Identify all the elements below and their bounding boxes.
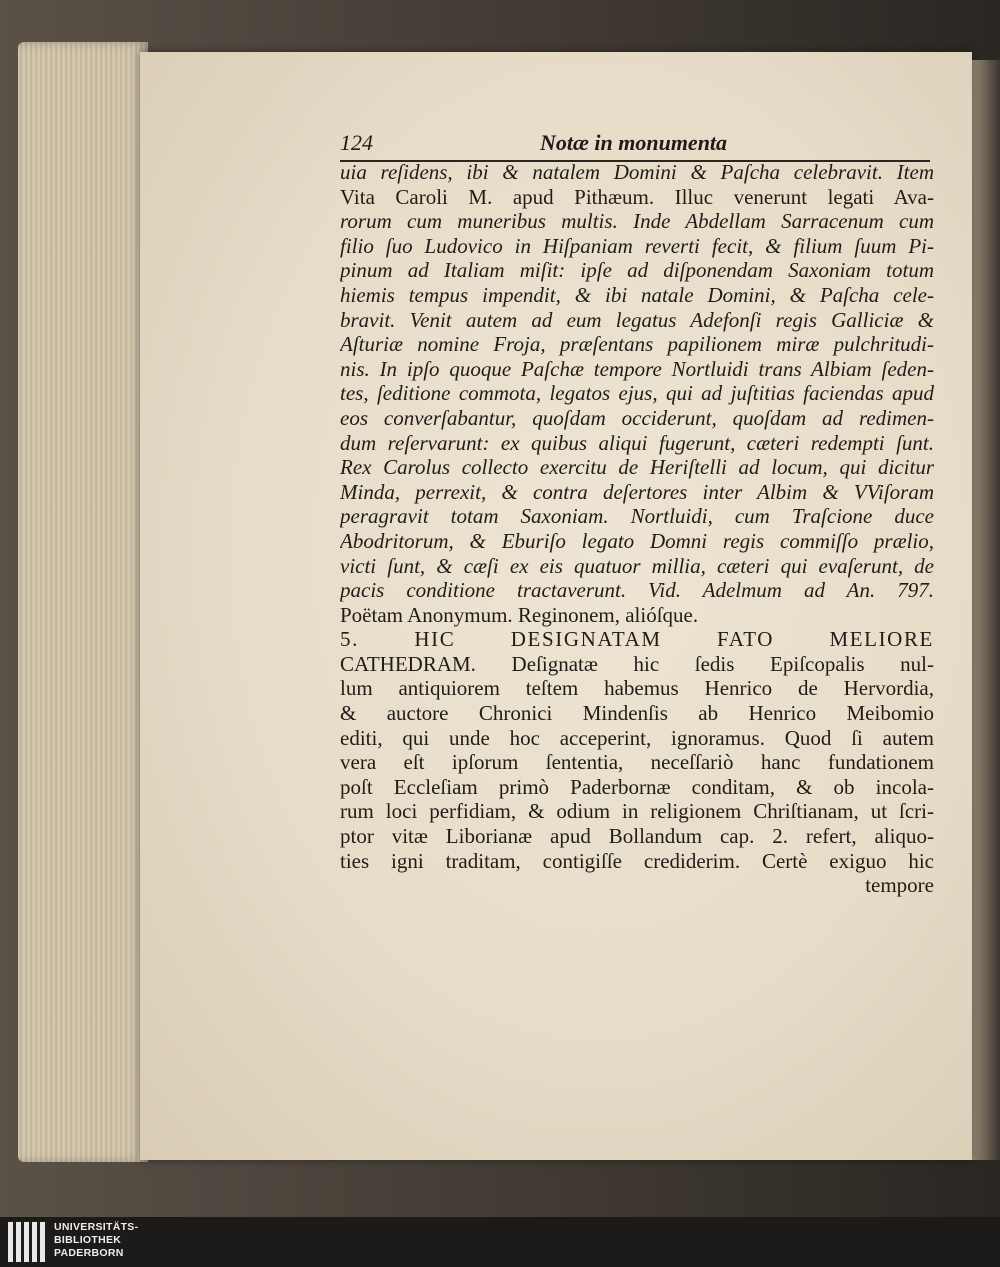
text-line: lum antiquiorem teſtem habemus Henrico de Hervordia, — [340, 676, 934, 701]
text-line: rum loci perfidiam, & odium in religionem Chriſtianam, ut ſcri- — [340, 799, 934, 824]
text-line: dum reſervarunt: ex quibus aliqui fugerunt, cæteri redempti ſunt. — [340, 430, 934, 455]
text-line: peragravit totam Saxoniam. Nortluidi, cum Traſcione duce — [340, 504, 934, 529]
body-text — [340, 160, 934, 898]
text-line: uia reſidens, ibi & natalem Domini & Paſcha celebravit. Item — [340, 160, 934, 184]
text-line: poſt Eccleſiam primò Paderbornæ conditam, & ob incola- — [340, 774, 934, 799]
text-line: vera eſt ipſorum ſententia, neceſſariò hanc fundationem — [340, 750, 934, 775]
logo-line-1: UNIVERSITÄTS- — [54, 1221, 139, 1233]
text-line: Abodritorum, & Eburiſo legato Domni regis commiſſo prælio, — [340, 528, 934, 553]
text-line: nis. In ipſo quoque Paſchæ tempore Nortluidi trans Albiam ſeden- — [340, 356, 934, 381]
text-line: Minda, perrexit, & contra deſertores inter Albim & VViſoram — [340, 479, 934, 504]
running-title: Notæ in monumenta — [540, 130, 728, 155]
text-line: Aſturiæ nomine Froja, præſentans papilionem miræ pulchritudi- — [340, 332, 934, 357]
text-line: tempore — [865, 873, 934, 898]
text-line: victi ſunt, & cæſi ex eis quatuor millia, cæteri qui evaſerunt, de — [340, 553, 934, 578]
page-number: 124 — [340, 130, 373, 155]
text-line: rorum cum muneribus multis. Inde Abdellam Sarracenum cum — [340, 209, 934, 234]
text-line: bravit. Venit autem ad eum legatus Adefonſi regis Galliciæ & — [340, 307, 934, 332]
text-line: 5. HIC DESIGNATAM FATO MELIORE — [340, 627, 934, 652]
logo-line-3: PADERBORN — [54, 1247, 124, 1259]
logo-line-2: BIBLIOTHEK — [54, 1234, 122, 1246]
text-line: Poëtam Anonymum. Reginonem, alióſque. — [340, 602, 699, 627]
text-line: ties igni traditam, contigiſſe crediderim. Certè exiguo hic — [340, 848, 934, 873]
text-line: editi, qui unde hoc acceperint, ignoramus. Quod ſi autem — [340, 725, 934, 750]
library-logo-icon — [8, 1222, 48, 1262]
text-line: CATHEDRAM. Deſignatæ hic ſedis Epiſcopalis nul- — [340, 651, 934, 676]
library-logo-text — [54, 1221, 138, 1260]
text-line: hiemis tempus impendit, & ibi natale Domini, & Paſcha cele- — [340, 282, 934, 307]
footer-bar — [0, 1217, 1000, 1267]
text-line: Rex Carolus collecto exercitu de Heriſtelli ad locum, qui dicitur — [340, 455, 934, 480]
text-line: filio ſuo Ludovico in Hiſpaniam reverti fecit, & filium ſuum Pi- — [340, 233, 934, 258]
text-line: & auctore Chronici Mindenſis ab Henrico Meibomio — [340, 701, 934, 726]
page-header — [340, 130, 930, 162]
book-page-edges — [18, 42, 148, 1162]
text-line: tes, ſeditione commota, legatos ejus, qui ad juſtitias faciendas apud — [340, 381, 934, 406]
text-line: pacis conditione tractaverunt. Vid. Adelmum ad An. 797. — [340, 578, 934, 603]
text-line: Vita Caroli M. apud Pithæum. Illuc venerunt legati Ava- — [340, 184, 934, 209]
text-line: pinum ad Italiam miſit: ipſe ad diſponendam Saxoniam totum — [340, 258, 934, 283]
text-line: ptor vitæ Liborianæ apud Bollandum cap. 2. refert, aliquo- — [340, 824, 934, 849]
text-line: eos converſabantur, quoſdam occiderunt, quoſdam ad redimen- — [340, 405, 934, 430]
